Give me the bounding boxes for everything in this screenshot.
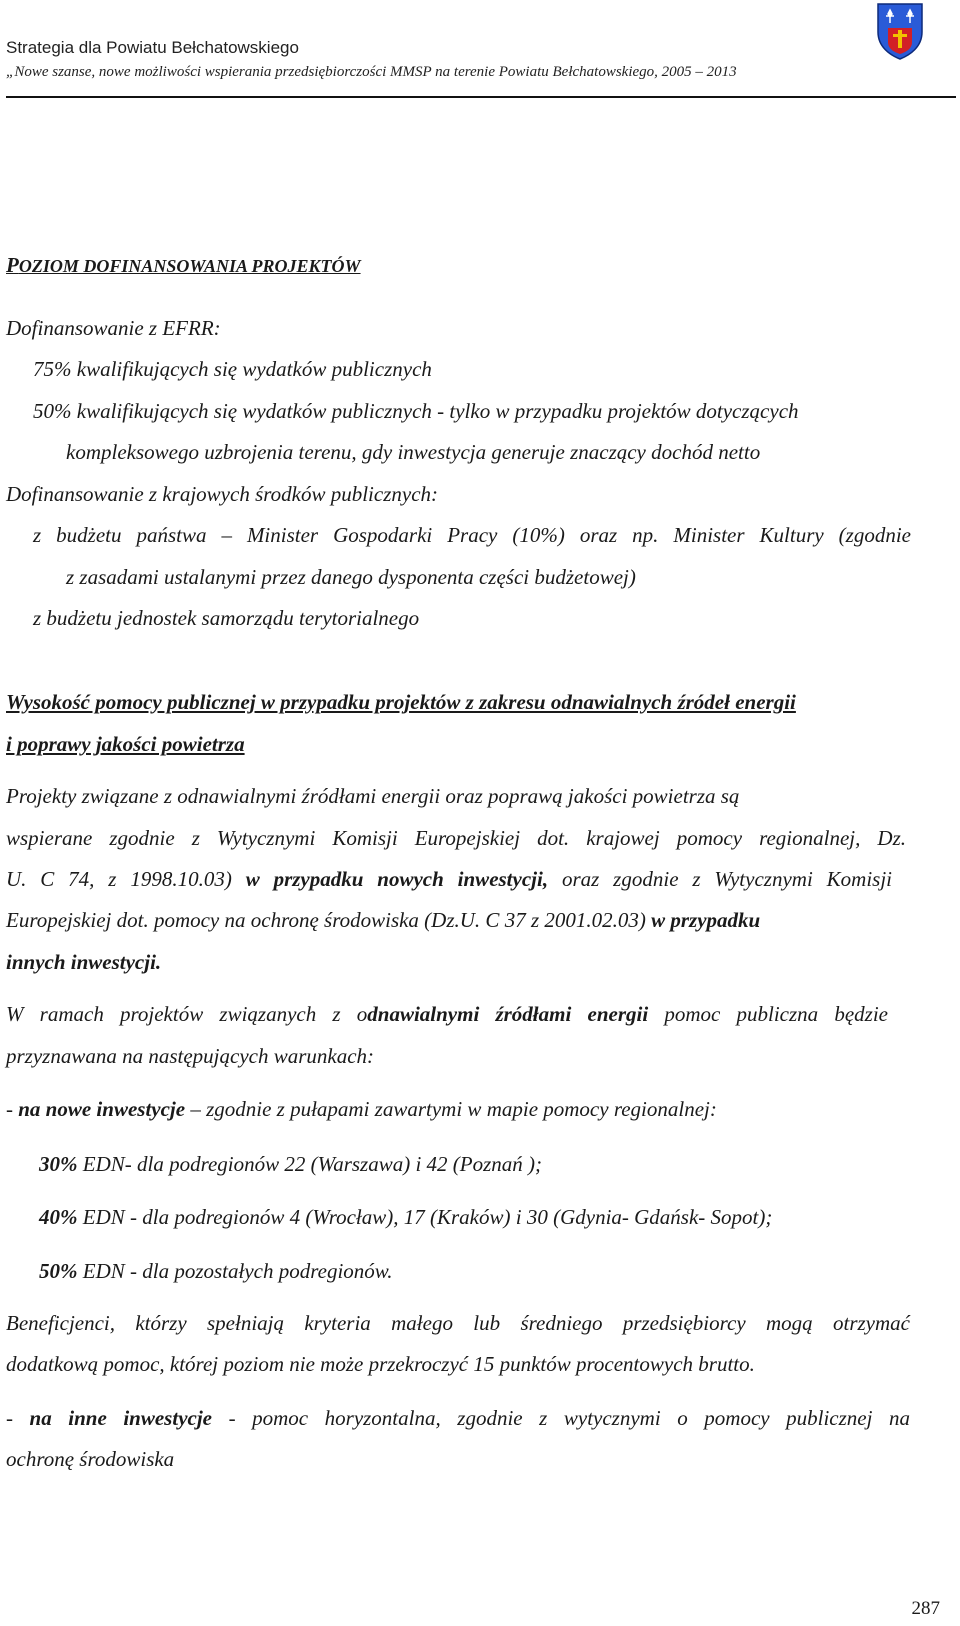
efrr-label: Dofinansowanie z EFRR:: [6, 316, 221, 340]
rate-40-item: 40% EDN - dla podregionów 4 (Wrocław), 17 (Kraków) i 30 (Gdynia- Gdańsk- Sopot);: [39, 1205, 773, 1229]
efrr-item-50-line1: 50% kwalifikujących się wydatków publicznych - tylko w przypadku projektów dotyczących: [33, 399, 799, 423]
coat-of-arms-icon: [876, 2, 924, 60]
national-funding-label: Dofinansowanie z krajowych środków publicznych:: [6, 482, 439, 506]
paragraph-projects-line2: wspierane zgodnie z Wytycznymi Komisji Europejskiej dot. krajowej pomocy regionalnej, Dz.: [6, 826, 906, 850]
paragraph-renewable-line2: przyznawana na następujących warunkach:: [6, 1044, 375, 1068]
rate-50-item: 50% EDN - dla pozostałych podregionów.: [39, 1259, 393, 1283]
efrr-item-50-line2: kompleksowego uzbrojenia terenu, gdy inwestycja generuje znaczący dochód netto: [66, 440, 761, 464]
paragraph-projects-line3: U. C 74, z 1998.10.03) w przypadku nowych inwestycji, oraz zgodnie z Wytycznymi Komisji: [6, 867, 892, 891]
beneficiaries-line2: dodatkową pomoc, której poziom nie może przekroczyć 15 punktów procentowych brutto.: [6, 1352, 755, 1376]
paragraph-projects-line4: Europejskiej dot. pomocy na ochronę środowiska (Dz.U. C 37 z 2001.02.03) w przypadku: [6, 908, 761, 932]
national-item-state-budget-line1: z budżetu państwa – Minister Gospodarki Pracy (10%) oraz np. Minister Kultury (zgodnie: [33, 523, 911, 547]
paragraph-renewable-line1: W ramach projektów związanych z odnawialnymi źródłami energii pomoc publiczna będzie: [6, 1002, 888, 1026]
efrr-item-75: 75% kwalifikujących się wydatków publicznych: [33, 357, 432, 381]
section-heading-renewable-energy-line1: Wysokość pomocy publicznej w przypadku projektów z zakresu odnawialnych źródeł energii: [6, 690, 796, 714]
paragraph-projects-line5: innych inwestycji.: [6, 950, 162, 974]
national-item-state-budget-line2: z zasadami ustalanymi przez danego dysponenta części budżetowej): [66, 565, 636, 589]
new-investments-item: - na nowe inwestycje – zgodnie z pułapami zawartymi w mapie pomocy regionalnej:: [6, 1097, 717, 1121]
other-investments-item-line1: - na inne inwestycje - pomoc horyzontalna, zgodnie z wytycznymi o pomocy publicznej na: [6, 1406, 911, 1430]
section-heading-funding-level: POZIOM DOFINANSOWANIA PROJEKTÓW: [6, 253, 361, 277]
other-investments-item-line2: ochronę środowiska: [6, 1447, 175, 1471]
beneficiaries-line1: Beneficjenci, którzy spełniają kryteria małego lub średniego przedsiębiorcy mogą otrzymać: [6, 1311, 910, 1335]
document-subtitle: „Nowe szanse, nowe możliwości wspierania przedsiębiorczości MMSP na terenie Powiatu Bełchatowskiego, 2005 – 2013: [6, 64, 737, 80]
page-number: 287: [911, 1598, 940, 1619]
rate-30-item: 30% EDN- dla podregionów 22 (Warszawa) i 42 (Poznań );: [39, 1152, 543, 1176]
national-item-local-budget: z budżetu jednostek samorządu terytorialnego: [33, 606, 420, 630]
document-title: Strategia dla Powiatu Bełchatowskiego: [6, 38, 299, 57]
section-heading-renewable-energy-line2: i poprawy jakości powietrza: [6, 732, 245, 756]
page-header: [6, 38, 956, 98]
paragraph-projects-line1: Projekty związane z odnawialnymi źródłami energii oraz poprawą jakości powietrza są: [6, 784, 740, 808]
